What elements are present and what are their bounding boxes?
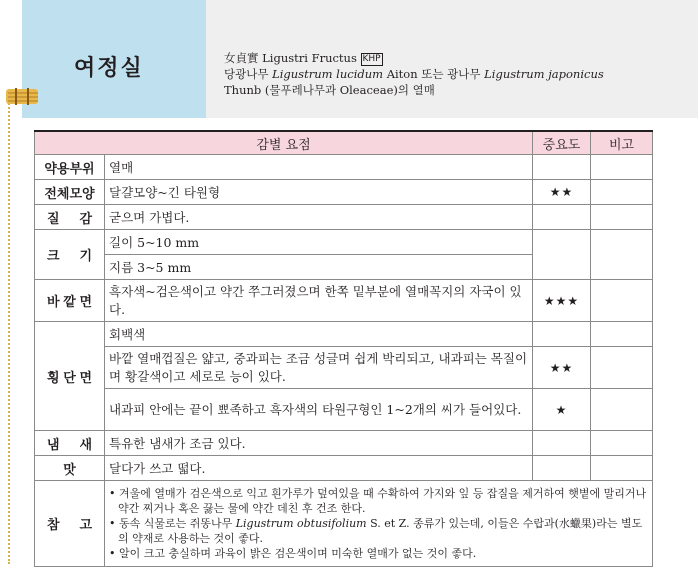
remark-cell — [591, 155, 653, 180]
importance-stars — [533, 322, 591, 347]
remark-cell — [591, 347, 653, 389]
table-header-row — [35, 131, 653, 155]
title-box — [22, 0, 206, 118]
table-row — [35, 389, 653, 431]
source-text: 당광나무 — [224, 67, 273, 81]
label-char: 면 — [79, 370, 92, 386]
herb-bundle-icon — [4, 84, 42, 108]
page-title: 여정실 — [74, 56, 144, 81]
importance-stars — [533, 431, 591, 456]
row-label — [35, 322, 105, 431]
note-item: • 알이 크고 충실하며 과육이 밝은 검은색이며 미숙한 열매가 없는 것이 좋다. — [109, 547, 477, 560]
remark-cell — [591, 322, 653, 347]
remark-cell — [591, 431, 653, 456]
table-row — [35, 431, 653, 456]
note-text: S. et Z. 종류가 있는데, 이들은 수랍과(水蠟果)라는 별도의 약재로 사용하는 것이 좋다. — [118, 517, 643, 545]
label-char: 감 — [79, 211, 92, 227]
row-text: 바깥 열매껍질은 얇고, 중과피는 조금 성글며 쉽게 박리되고, 내과피는 목질이며 황갈색이고 세로로 능이 있다. — [105, 347, 533, 389]
remark-cell — [591, 230, 653, 280]
row-text: 열매 — [105, 155, 533, 180]
family-line: Thunb (물푸레나무과 Oleaceae)의 열매 — [224, 83, 435, 97]
header-key-points: 감별 요점 — [35, 131, 533, 155]
khp-badge: KHP — [362, 54, 381, 64]
importance-stars — [533, 155, 591, 180]
label-char: 냄 — [47, 437, 60, 453]
label-char: 새 — [79, 437, 92, 453]
row-text: 길이 5~10 mm — [105, 230, 533, 255]
importance-stars: ★ — [533, 389, 591, 431]
label-char: 고 — [79, 518, 92, 533]
identification-table — [34, 130, 653, 567]
table-row — [35, 155, 653, 180]
label-char: 깥 — [63, 295, 76, 310]
row-text: 회백색 — [105, 322, 533, 347]
table-row — [35, 205, 653, 230]
label-char: 질 — [47, 211, 60, 227]
importance-stars: ★★ — [533, 347, 591, 389]
row-text: 내과피 안에는 끝이 뾰족하고 흑자색의 타원구형인 1~2개의 씨가 들어있다. — [105, 389, 533, 431]
row-label — [35, 230, 105, 280]
row-label: 전체모양 — [35, 180, 105, 205]
label-char: 기 — [79, 249, 92, 264]
header-remarks: 비고 — [591, 131, 653, 155]
label-char: 참 — [47, 518, 60, 533]
table-row — [35, 180, 653, 205]
table-row — [35, 322, 653, 347]
species-name: Ligustrum obtusifolium — [235, 517, 367, 530]
importance-stars: ★★★ — [533, 280, 591, 322]
remark-cell — [591, 456, 653, 481]
dotted-margin-line — [8, 96, 10, 564]
note-text: • 동속 식물로는 쥐똥나무 — [109, 517, 236, 530]
remark-cell — [591, 205, 653, 230]
table-row — [35, 347, 653, 389]
species-name: Ligustrum japonicus — [484, 67, 604, 81]
row-label — [35, 280, 105, 322]
row-text: 특유한 냄새가 조금 있다. — [105, 431, 533, 456]
row-text: 지름 3~5 mm — [105, 255, 533, 280]
label-char: 크 — [47, 249, 60, 264]
latin-name: 女貞實 Ligustri Fructus — [224, 51, 357, 65]
remark-cell — [591, 280, 653, 322]
species-name: Ligustrum lucidum — [272, 67, 384, 81]
remark-cell — [591, 180, 653, 205]
remark-cell — [591, 389, 653, 431]
row-text: 굳으며 가볍다. — [105, 205, 533, 230]
latin-name-line — [224, 50, 383, 66]
label-char: 단 — [63, 370, 76, 386]
table-row — [35, 280, 653, 322]
row-label: 맛 — [35, 456, 105, 481]
table-row — [35, 456, 653, 481]
row-text: 달걀모양~긴 타원형 — [105, 180, 533, 205]
table-row — [35, 481, 653, 567]
row-label — [35, 481, 105, 567]
label-char: 면 — [79, 295, 92, 310]
note-item: • 겨울에 열매가 검은색으로 익고 흰가루가 덮여있을 때 수확하여 가지와 잎 등 잡질을 제거하여 햇볕에 말리거나 약간 찌거나 혹은 끓는 물에 약간 데친 후 건조 한다. — [109, 487, 647, 515]
source-plant-line — [224, 66, 604, 82]
row-label: 약용부위 — [35, 155, 105, 180]
row-label — [35, 205, 105, 230]
row-text: 달다가 쓰고 떫다. — [105, 456, 533, 481]
importance-stars — [533, 230, 591, 280]
source-text: Aiton 또는 광나무 — [383, 67, 485, 81]
label-char: 바 — [47, 295, 60, 310]
row-label — [35, 431, 105, 456]
row-text: 흑자색~검은색이고 약간 쭈그러졌으며 한쪽 밑부분에 열매꼭지의 자국이 있다. — [105, 280, 533, 322]
importance-stars — [533, 205, 591, 230]
reference-notes — [105, 481, 653, 567]
table-row — [35, 230, 653, 255]
label-char: 횡 — [47, 370, 60, 386]
importance-stars: ★★ — [533, 180, 591, 205]
importance-stars — [533, 456, 591, 481]
header-importance: 중요도 — [533, 131, 591, 155]
note-item — [109, 516, 648, 546]
